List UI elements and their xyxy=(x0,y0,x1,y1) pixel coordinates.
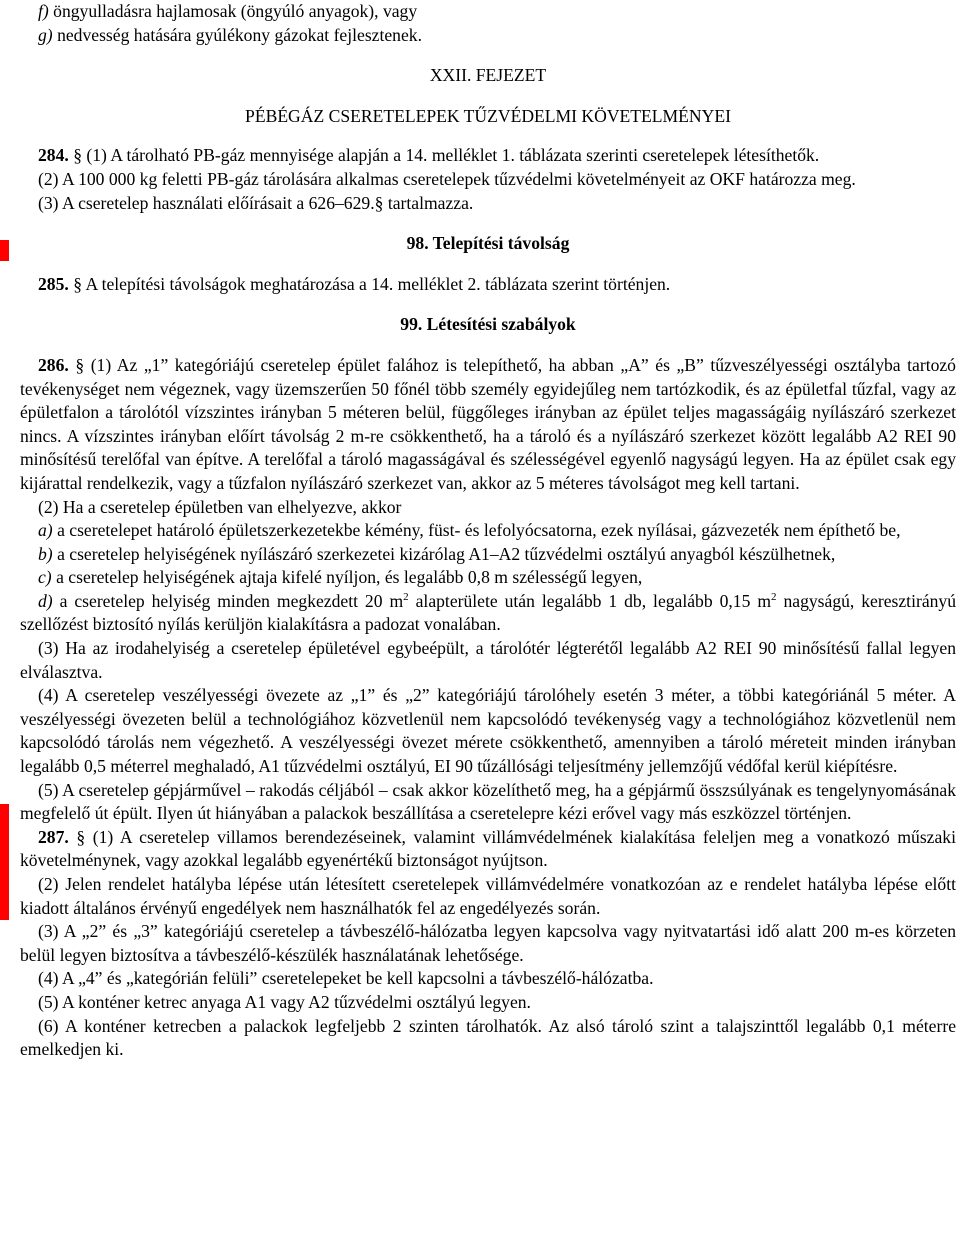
list-letter: c) xyxy=(38,567,52,588)
section-284-p1: 284. § (1) A tárolható PB-gáz mennyisége alapján a 14. melléklet 1. táblázata szerinti cseretelepek létesíthetők. xyxy=(38,145,820,166)
list-item: a) a cseretelepet határoló épületszerkezetekbe kémény, füst- és lefolyócsatorna, ezek nyílásai, gázvezeték nem építhető be, xyxy=(38,520,901,541)
section-286-p1: 286. § (1) Az „1” kategóriájú cseretelep épület falához is telepíthető, ha abban „A” és „B” tűzveszélyességi osztályba tartozó tevékenységet nem végeznek, vagy üzemszerűen 50 főnél több személy egyidejűleg nem tartózkodik, és az épületfal tűzfal, vagy az épületfalon a tárolótól vízszintes irányban 5 méteren belül, függőleges irányban az épület teljes magasságáig nyílászáró szerkezet nincs. A vízszintes irányban előírt távolság 2 m-re csökkenthető, ha a tároló és a nyílászáró szerkezet között legalább A2 REI 90 minősítésű terelőfal van építve. A terelőfal a tároló magasságával és szélességével egyenlő nagyságú legyen. Ha az épület csak egy kijárattal rendelkezik, vagy a tűzfalon nyílászáró szerkezet van, akkor az 5 méteres távolságot meg kell tartani. xyxy=(20,354,956,493)
section-287-p6: (6) A konténer ketrecben a palackok legfeljebb 2 szinten tárolhatók. Az alsó tároló szint a talajszinttől legalább 0,1 méterre emelkedjen ki. xyxy=(20,1015,956,1060)
section-sign: § xyxy=(374,192,384,213)
section-286-p4: (4) A cseretelep veszélyességi övezete az „1” és „2” kategóriájú tárolóhely esetén 3 méter, a többi kategóriánál 5 méter. A veszélyességi övezeten belül a technológiához közvetlenül nem kapcsolódó tevékenység vagy a technológiához közvetlenül nem kapcsolódó tárolás nem végezhető. A veszélyességi övezet mérete csökkenthető, amennyiben a tároló méreteit minden irányban legalább 0,5 méterrel meghaladó, A1 tűzvédelmi osztályú, EI 90 tűzállósági teljesítmény jellemzőjű védőfal kerül kiépítésre. xyxy=(20,685,956,777)
section-sign: § xyxy=(76,826,86,847)
chapter-number: XXII. FEJEZET xyxy=(429,65,547,86)
chapter-title: PÉBÉGÁZ CSERETELEPEK TŰZVÉDELMI KÖVETELMÉNYEI xyxy=(245,105,731,126)
list-item xyxy=(20,24,956,48)
section-286-p2: (2) Ha a cseretelep épületben van elhelyezve, akkor xyxy=(38,496,402,517)
section-287-p5: (5) A konténer ketrec anyaga A1 vagy A2 tűzvédelmi osztályú legyen. xyxy=(38,991,531,1012)
heading-99: 99. Létesítési szabályok xyxy=(400,314,576,335)
list-item: d) a cseretelep helyiség minden megkezdett 20 $m^2$ alapterülete után legalább 1 db, legalább 0,15 $m^2$ nagyságú, keresztirányú szellőzést biztosító nyílás kerüljön kialakításra a padozat vonalában. xyxy=(20,590,957,635)
section-287-p1: 287. § (1) A cseretelep villamos berendezéseinek, valamint villámvédelmének kialakítása feleljen meg a vonatkozó műszaki követelménynek, vagy azokkal legalább egyenértékű biztonságot nyújtson. xyxy=(20,826,956,871)
document-page xyxy=(20,0,956,1062)
section-285: 285. § A telepítési távolságok meghatározása a 14. melléklet 2. táblázata szerint történjen. xyxy=(38,273,671,294)
list-letter: f) xyxy=(38,1,49,21)
change-marker-bar xyxy=(0,240,9,261)
list-letter: b) xyxy=(38,543,53,564)
section-287-p2: (2) Jelen rendelet hatályba lépése után létesített cseretelepek villámvédelmére vonatkozóan az e rendelet hatályba lépése előtt kiadott általános érvényű engedélyek nem használhatók fel az engedélyezés során. xyxy=(20,874,956,918)
section-number: 287. xyxy=(38,826,69,847)
section-287-p4: (4) A „4” és „kategórián felüli” cseretelepeket be kell kapcsolni a távbeszélő-hálózatba. xyxy=(38,968,654,989)
section-284-p2: (2) A 100 000 kg feletti PB-gáz tárolására alkalmas cseretelepek tűzvédelmi követelményeit az OKF határozza meg. xyxy=(38,168,856,189)
list-letter: d) xyxy=(38,590,53,611)
section-number: 284. xyxy=(38,145,69,166)
list-text: öngyulladásra hajlamosak (öngyúló anyagok), vagy xyxy=(53,1,418,21)
list-letter: g) xyxy=(38,24,53,45)
section-sign: § xyxy=(75,354,85,375)
list-letter: a) xyxy=(38,520,53,541)
heading-98: 98. Telepítési távolság xyxy=(406,233,570,254)
list-text: nedvesség hatására gyúlékony gázokat fejlesztenek. xyxy=(57,24,422,45)
list-item: c) a cseretelep helyiségének ajtaja kifelé nyíljon, és legalább 0,8 m szélességű legyen, xyxy=(38,567,643,588)
section-286-p3: (3) Ha az irodahelyiség a cseretelep épületével egybeépült, a tárolótér légterétől legalább A2 REI 90 minősítésű fallal legyen elválasztva. xyxy=(20,638,956,682)
list-item xyxy=(20,0,956,24)
section-number: 285. xyxy=(38,273,69,294)
change-marker-bar xyxy=(0,804,9,920)
list-item: b) a cseretelep helyiségének nyílászáró szerkezetei kizárólag A1–A2 tűzvédelmi osztályú anyagból készülhetnek, xyxy=(38,543,836,564)
section-sign: § xyxy=(73,145,82,166)
section-sign: § xyxy=(73,273,82,294)
section-287-p3: (3) A „2” és „3” kategóriájú cseretelep a távbeszélő-hálózatba legyen kapcsolva vagy nyitvatartási idő alatt 200 m-es körzeten belül legyen biztosítva a távbeszélő-készülék használatának lehetősége. xyxy=(20,921,956,965)
section-286-p5: (5) A cseretelep gépjárművel – rakodás céljából – csak akkor közelíthető meg, ha a gépjármű összsúlyának es tengelynyomásának megfelelő út épült. Ilyen út hiányában a palackok beszállítása a cseretelepre kézi erővel vagy más eszközzel történjen. xyxy=(20,779,956,824)
section-number: 286. xyxy=(38,354,69,375)
section-284-p3: (3) A cseretelep használati előírásait a 626–629.§ tartalmazza. xyxy=(38,192,474,213)
